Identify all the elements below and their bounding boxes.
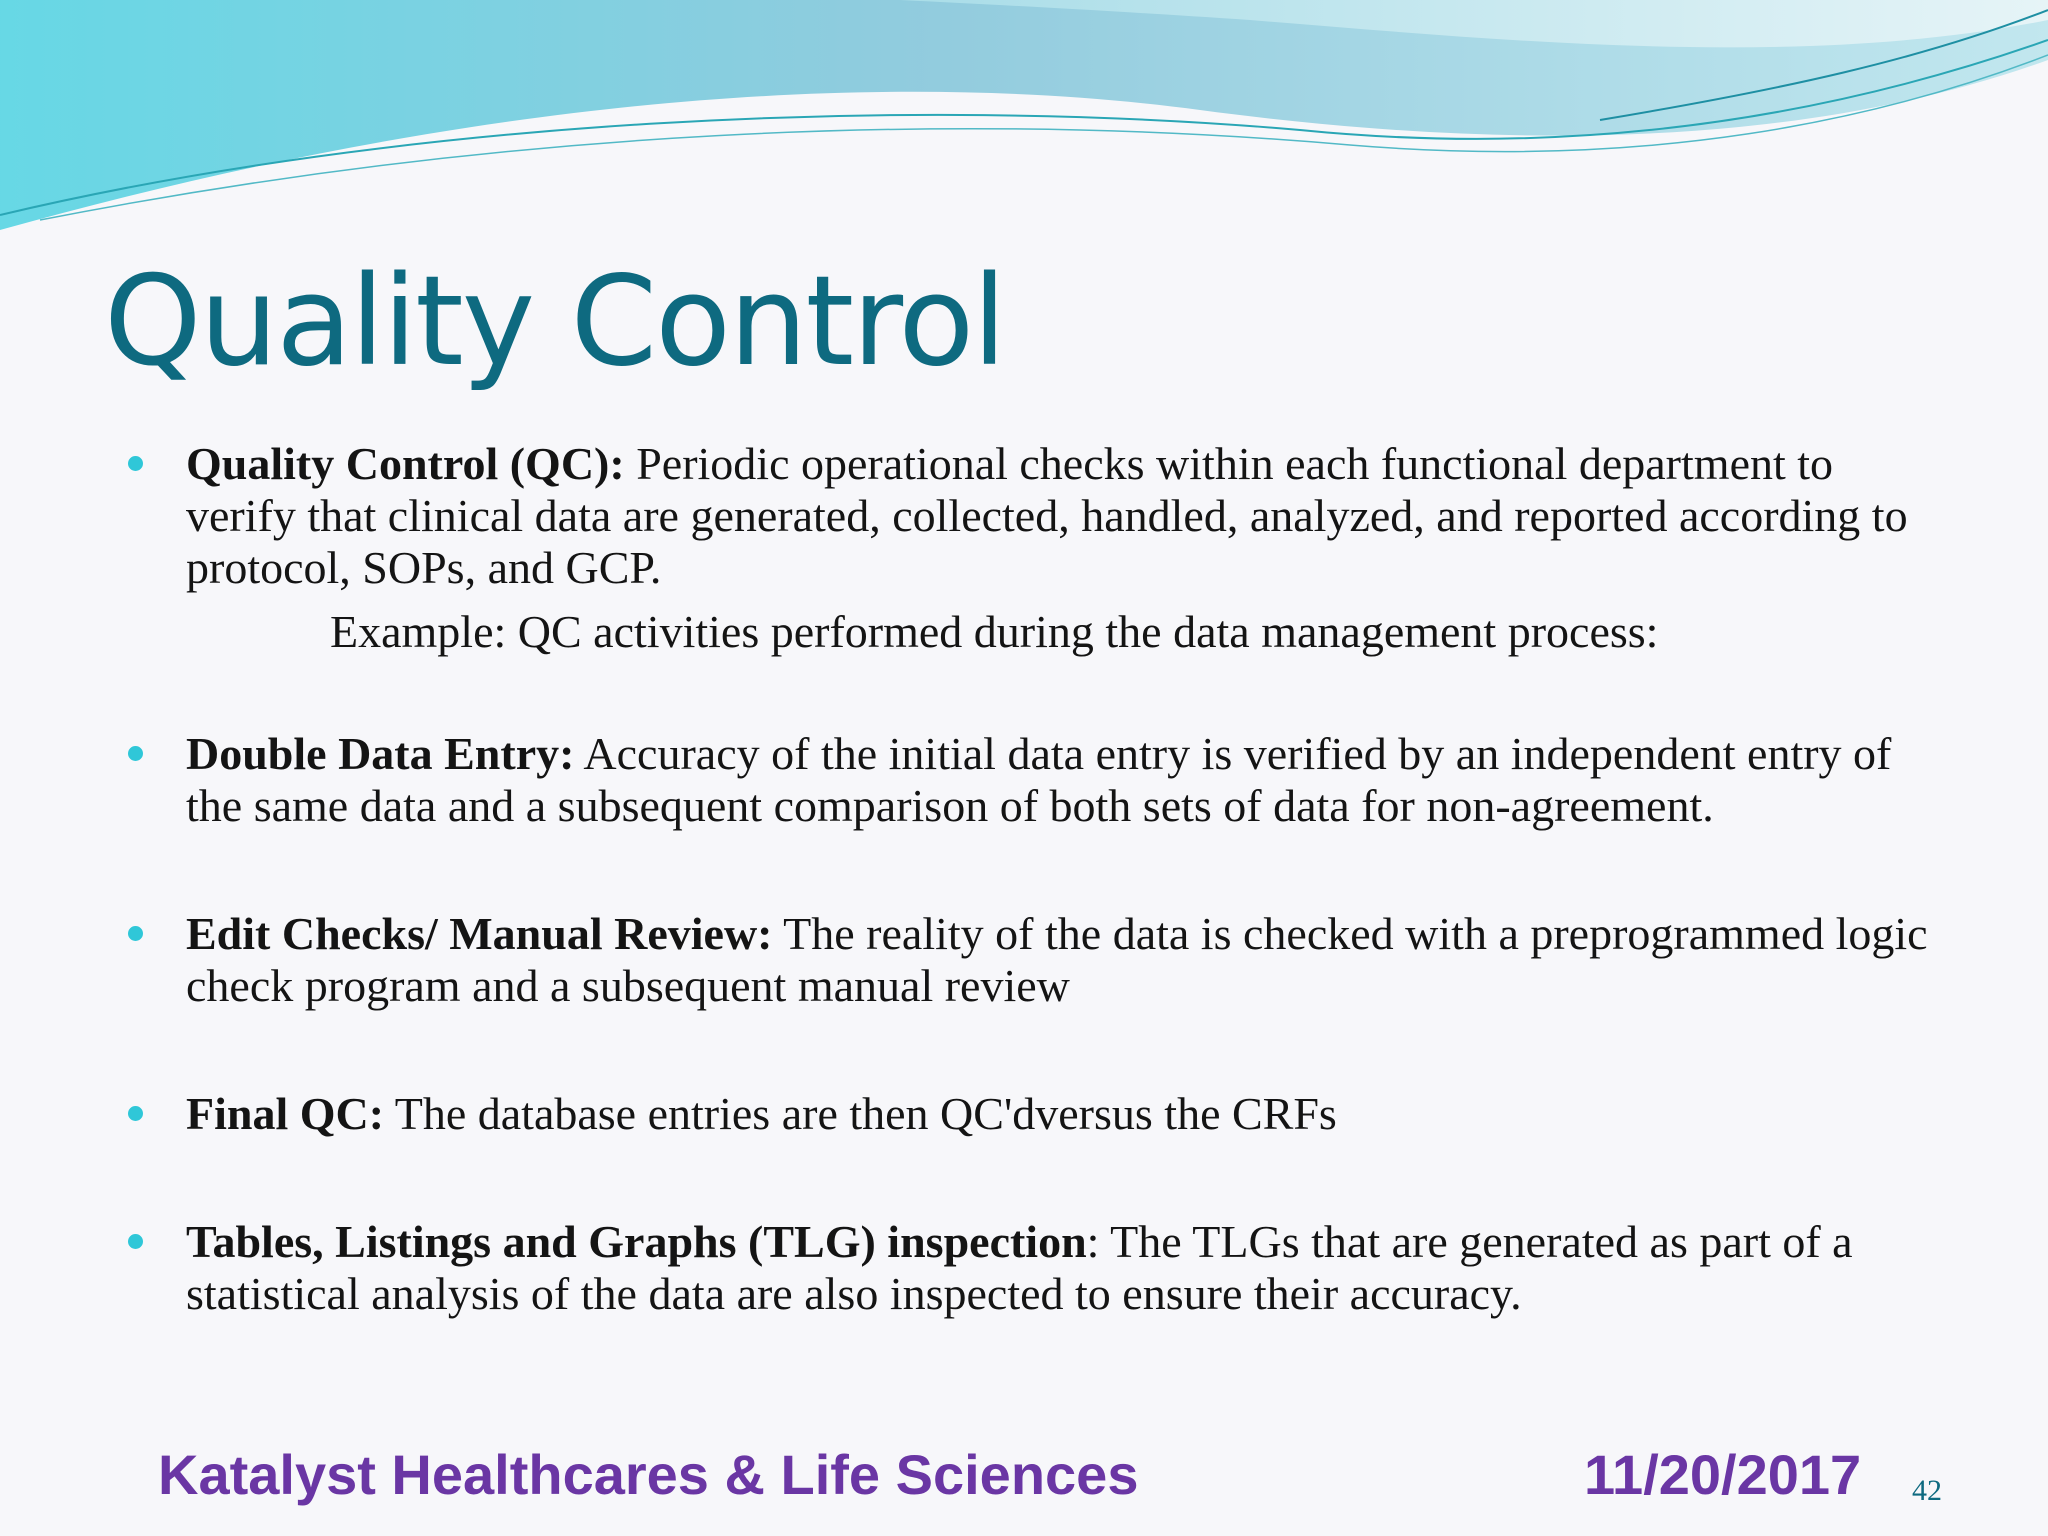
slide-content [124,438,1954,1320]
bullet-term: Quality Control (QC): [186,438,625,489]
example-line: Example: QC activities performed during the data management process: [330,606,1659,657]
bullet-text: Accuracy of the initial data entry is verified by an independent entry of the same data and a subsequent comparison of both sets of data for non-agreement. [186,728,1892,831]
bullet-final-qc [124,1088,1954,1140]
bullet-text: Periodic operational checks within each functional department to verify that clinical data are generated, collected, handled, analyzed, and reported according to protocol, SOPs, and GCP. [186,438,1908,593]
bullet-term: Tables, Listings and Graphs (TLG) inspection [186,1216,1087,1267]
bullet-double-data-entry [124,728,1954,832]
footer-company: Katalyst Healthcares & Life Sciences [158,1443,1139,1506]
bullet-dot-icon [128,1234,143,1249]
bullet-dot-icon [128,1106,143,1121]
bullet-text: The database entries are then QC'dversus the CRFs [384,1088,1337,1139]
bullet-term: Edit Checks/ Manual Review: [186,908,773,959]
bullet-dot-icon [128,926,143,941]
bullet-term: Final QC: [186,1088,385,1139]
slide-title: Quality Control [104,250,1005,394]
header-wave-decoration [0,0,2048,240]
bullet-dot-icon [128,746,143,761]
bullet-term: Double Data Entry: [186,728,575,779]
bullet-tlg-inspection [124,1216,1954,1320]
bullet-quality-control [124,438,1954,594]
slide-page-number: 42 [1912,1474,1942,1507]
bullet-dot-icon [128,456,143,471]
footer-date: 11/20/2017 [1584,1443,1862,1506]
bullet-edit-checks [124,908,1954,1012]
bullet-text: The reality of the data is checked with a preprogrammed logic check program and a subsequent manual review [186,908,1928,1011]
bullet-text: : The TLGs that are generated as part of a statistical analysis of the data are also inspected to ensure their accuracy. [186,1216,1853,1319]
